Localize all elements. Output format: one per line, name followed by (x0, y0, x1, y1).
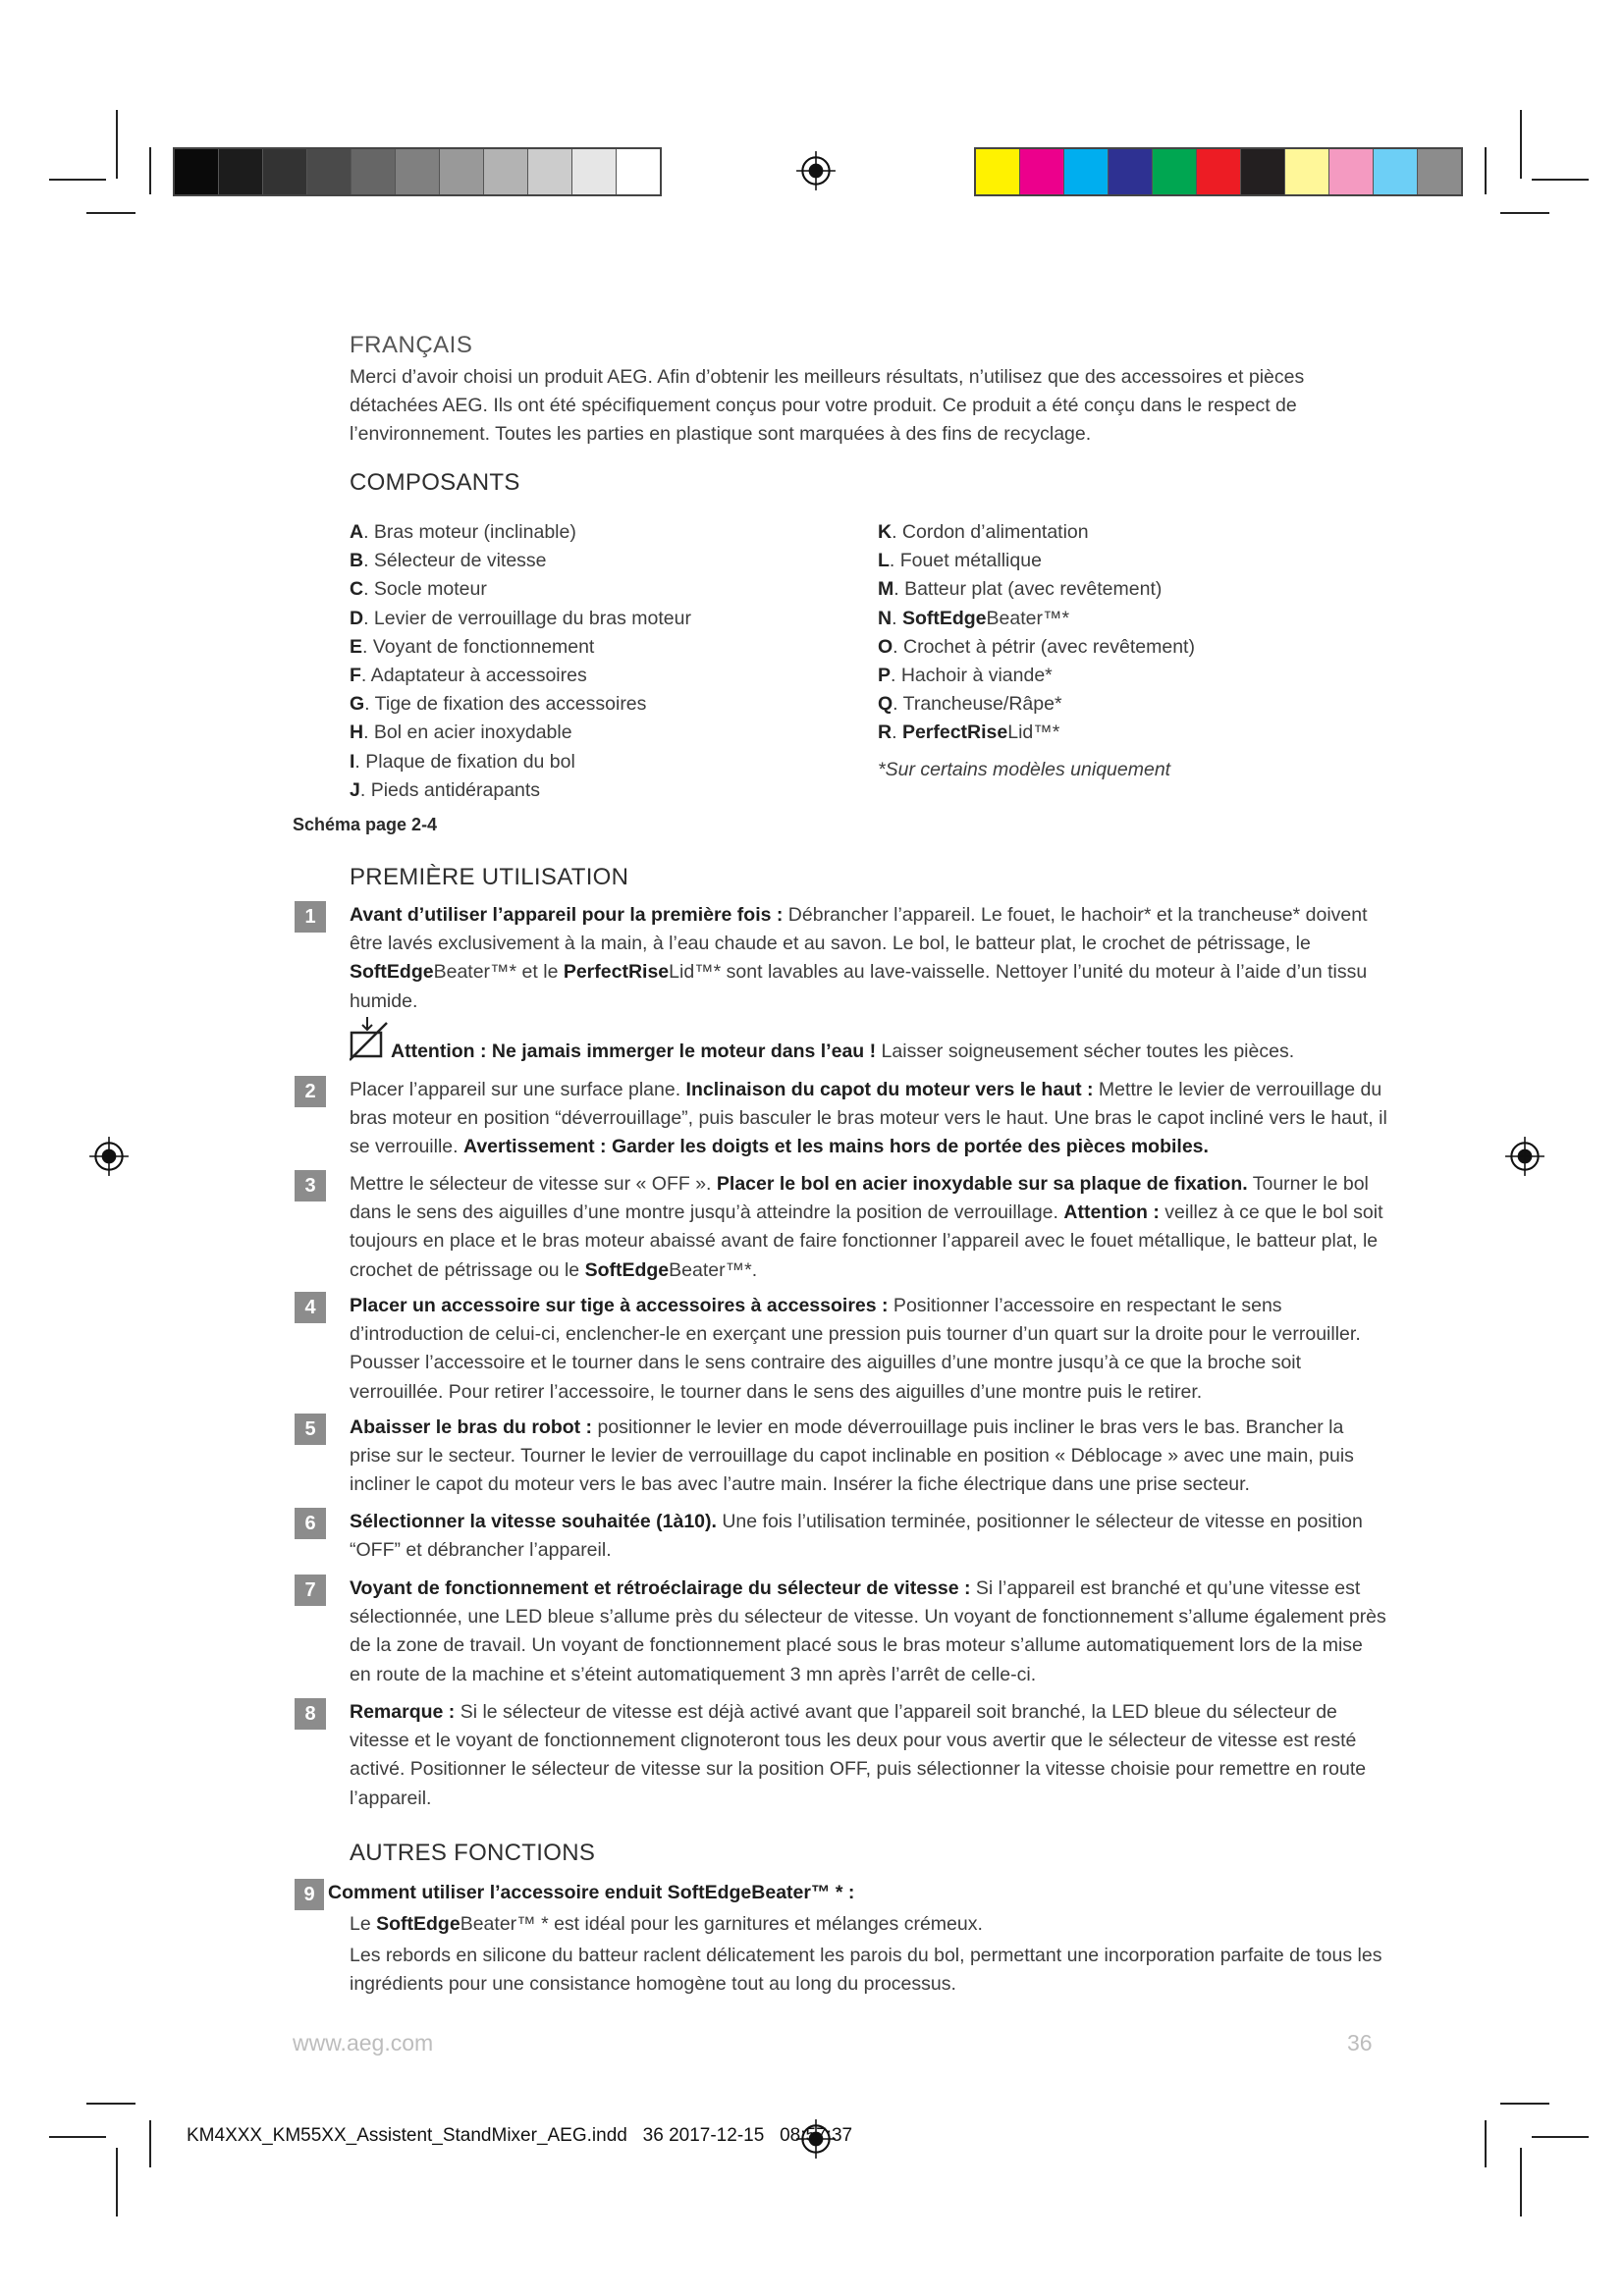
crop-mark (1500, 212, 1549, 214)
step-1-text: Avant d’utiliser l’appareil pour la première fois : Débrancher l’appareil. Le fouet, le hachoir* et la trancheuse* doivent être lavés exclusivement à la main, à l’eau chaude et au savon. Le bol, le batteur plat, le crochet de pétrissage, le SoftEdgeBeater™* et le PerfectRiseLid™* sont lavables au lave-vaisselle. Nettoyer l’unité du moteur à l’aide d’un tissu humide. (350, 904, 1368, 1012)
registration-mark-icon (795, 150, 837, 191)
components-list-right (878, 518, 1388, 784)
list-item: J. Pieds antidérapants (350, 778, 541, 801)
schema-reference: Schéma page 2-4 (293, 815, 438, 834)
list-item: A. Bras moteur (inclinable) (350, 521, 576, 543)
crop-mark (1485, 2120, 1487, 2167)
crop-mark (1485, 147, 1487, 194)
step-badge-5: 5 (295, 1414, 326, 1445)
list-item: E. Voyant de fonctionnement (350, 635, 595, 658)
step-badge-6: 6 (295, 1508, 326, 1539)
step-badge-1: 1 (295, 901, 326, 933)
list-item: M. Batteur plat (avec revêtement) (878, 578, 1163, 601)
crop-mark (86, 212, 135, 214)
crop-mark (1532, 179, 1589, 181)
list-item: O. Crochet à pétrir (avec revêtement) (878, 635, 1195, 658)
intro-paragraph: Merci d’avoir choisi un produit AEG. Afin d’obtenir les meilleurs résultats, n’utilisez que des accessoires et pièces détachées AEG. Ils ont été spécifiquement conçus pour votre produit. Ce produit a été conçu dans le respect de l’environnement. Toutes les parties en plastique sont marquées à des fins de recyclage. (350, 366, 1305, 445)
crop-mark (116, 110, 118, 179)
language-heading: FRANÇAIS (350, 332, 473, 358)
other-functions-heading: AUTRES FONCTIONS (350, 1840, 596, 1866)
step-9-line-2: Les rebords en silicone du batteur raclent délicatement les parois du bol, permettant une incorporation parfaite de tous les ingrédients pour une consistance homogène tout au long du processus. (350, 1945, 1382, 1996)
crop-mark (49, 2136, 106, 2138)
step-9-heading: Comment utiliser l’accessoire enduit SoftEdgeBeater™ * : (328, 1882, 855, 1903)
print-slug: KM4XXX_KM55XX_Assistent_StandMixer_AEG.indd 36 2017-12-15 08:57:37 (187, 2125, 853, 2146)
step-4-text: Placer un accessoire sur tige à accessoires à accessoires : Positionner l’accessoire en respectant le sens d’introduction de celui-ci, enclencher-le en exerçant une pression puis tourner d’un quart sur la droite pour le verrouiller. Pousser l’accessoire et le tourner dans le sens contraire des aiguilles d’une montre jusqu’à ce que la broche soit verrouillée. Pour retirer l’accessoire, le tourner dans le sens des aiguilles d’une montre puis le retirer. (350, 1295, 1361, 1403)
components-list-left (350, 518, 860, 805)
crop-mark (149, 2120, 151, 2167)
immersion-warning: Attention : Ne jamais immerger le moteur dans l’eau ! Laisser soigneusement sécher toutes les pièces. (391, 1041, 1295, 1062)
list-item: H. Bol en acier inoxydable (350, 721, 572, 744)
registration-mark-icon (1504, 1136, 1545, 1177)
list-item: I. Plaque de fixation du bol (350, 750, 575, 773)
step-9-line-1: Le SoftEdgeBeater™ * est idéal pour les garnitures et mélanges crémeux. (350, 1913, 983, 1935)
list-item: N. SoftEdgeBeater™* (878, 607, 1070, 629)
step-badge-9: 9 (295, 1879, 324, 1910)
crop-mark (1532, 2136, 1589, 2138)
list-item: G. Tige de fixation des accessoires (350, 693, 647, 716)
list-item: F. Adaptateur à accessoires (350, 665, 587, 687)
list-item: R. PerfectRiseLid™* (878, 721, 1060, 744)
step-2-text: Placer l’appareil sur une surface plane. Inclinaison du capot du moteur vers le haut : Mettre le levier de verrouillage du bras moteur en position “déverrouillage”, puis basculer le bras moteur vers le haut. Une bras le capot incliné vers le haut, il se verrouille. Avertissement : Garder les doigts et les mains hors de portée des pièces mobiles. (350, 1079, 1387, 1158)
step-8-text: Remarque : Si le sélecteur de vitesse est déjà activé avant que l’appareil soit branché, la LED bleue du sélecteur de vitesse et le voyant de fonctionnement clignoteront tous les deux pour vous avertir que le sélecteur de vitesse est resté activé. Positionner le sélecteur de vitesse sur la position OFF, puis sélectionner la vitesse choisie pour remettre en route l’appareil. (350, 1701, 1367, 1809)
step-badge-2: 2 (295, 1076, 326, 1107)
list-item: L. Fouet métallique (878, 550, 1042, 572)
step-5-text: Abaisser le bras du robot : positionner le levier en mode déverrouillage puis incliner le bras vers le bas. Brancher la prise sur le secteur. Tourner le levier de verrouillage du capot inclinable en position « Déblocage » avec une main, puis incliner le capot du moteur vers le bas avec l’autre main. Insérer la fiche électrique dans une prise secteur. (350, 1416, 1354, 1496)
crop-mark (1520, 110, 1522, 179)
list-item: B. Sélecteur de vitesse (350, 550, 547, 572)
list-item: P. Hachoir à viande* (878, 665, 1053, 687)
step-badge-8: 8 (295, 1698, 326, 1730)
crop-mark (49, 179, 106, 181)
list-item: C. Socle moteur (350, 578, 487, 601)
step-badge-4: 4 (295, 1292, 326, 1323)
grayscale-color-bar (173, 147, 662, 196)
step-6-text: Sélectionner la vitesse souhaitée (1à10). Une fois l’utilisation terminée, positionner le sélecteur de vitesse en position “OFF” et débrancher l’appareil. (350, 1511, 1363, 1562)
list-item: D. Levier de verrouillage du bras moteur (350, 607, 691, 629)
list-item: K. Cordon d’alimentation (878, 521, 1089, 543)
crop-mark (1500, 2103, 1549, 2105)
step-3-text: Mettre le sélecteur de vitesse sur « OFF ». Placer le bol en acier inoxydable sur sa plaque de fixation. Tourner le bol dans le sens des aiguilles d’une montre jusqu’à atteindre la position de verrouillage. Attention : veillez à ce que le bol soit toujours en place et le bras moteur abaissé avant de faire fonctionner l’appareil avec le fouet métallique, le batteur plat, le crochet de pétrissage ou le SoftEdgeBeater™*. (350, 1173, 1383, 1281)
model-note: *Sur certains modèles uniquement (878, 758, 1171, 780)
step-badge-3: 3 (295, 1170, 326, 1201)
footer-website: www.aeg.com (293, 2030, 434, 2056)
crop-mark (1520, 2148, 1522, 2216)
page-number: 36 (1347, 2030, 1373, 2056)
step-badge-7: 7 (295, 1575, 326, 1606)
list-item: Q. Trancheuse/Râpe* (878, 693, 1062, 716)
process-color-bar (974, 147, 1463, 196)
crop-mark (86, 2103, 135, 2105)
do-not-immerse-icon (350, 1017, 389, 1062)
first-use-heading: PREMIÈRE UTILISATION (350, 864, 629, 890)
registration-mark-icon (88, 1136, 130, 1177)
step-7-text: Voyant de fonctionnement et rétroéclairage du sélecteur de vitesse : Si l’appareil est branché et qu’une vitesse est sélectionnée, une LED bleue s’allume près du sélecteur de vitesse. Un voyant de fonctionnement s’allume également près de la zone de travail. Un voyant de fonctionnement placé sous le bras moteur s’allume automatiquement lors de la mise en route de la machine et s’éteint automatiquement 3 mn après l’arrêt de celle-ci. (350, 1577, 1386, 1685)
components-heading: COMPOSANTS (350, 469, 520, 496)
crop-mark (149, 147, 151, 194)
crop-mark (116, 2148, 118, 2216)
